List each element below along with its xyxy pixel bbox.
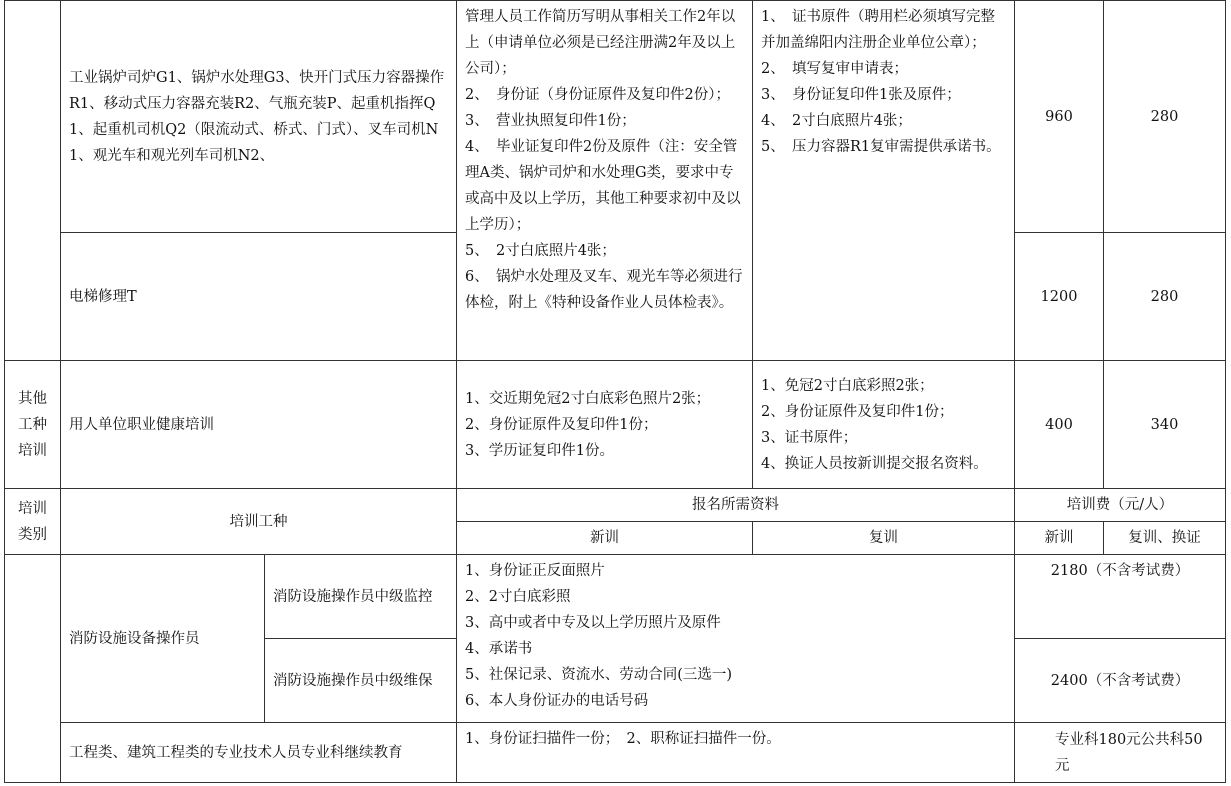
special-re-materials-cell xyxy=(753,1,1015,361)
other-re-material-item: 3、证书原件； xyxy=(761,429,858,446)
fire-monitor-cell: 消防设施操作员中级监控 xyxy=(265,555,457,639)
other-type-cell: 用人单位职业健康培训 xyxy=(61,361,457,489)
other-re-fee: 340 xyxy=(1104,361,1226,489)
special-re-material-item: 3、 身份证复印件1张及原件； xyxy=(761,87,961,103)
boiler-new-fee: 960 xyxy=(1015,1,1104,233)
other-new-fee: 400 xyxy=(1015,361,1104,489)
header-fee-re: 复训、换证 xyxy=(1104,522,1226,555)
elevator-re-fee: 280 xyxy=(1104,233,1226,361)
header-type: 培训工种 xyxy=(61,489,457,555)
special-new-material-item: 5、 2寸白底照片4张； xyxy=(465,243,616,259)
engineering-row xyxy=(5,723,1226,783)
fire-monitor-row xyxy=(5,555,1226,639)
fire-material-item: 4、承诺书 xyxy=(465,641,533,657)
fire-maintain-cell: 消防设施操作员中级维保 xyxy=(265,639,457,723)
other-new-materials-cell xyxy=(457,361,753,489)
elevator-type-cell: 电梯修理T xyxy=(61,233,457,361)
header-fee: 培训费（元/人） xyxy=(1015,489,1226,522)
special-new-material-item: 2、 身份证（身份证原件及复印件2份）； xyxy=(465,87,730,103)
fire-monitor-fee: 2180（不含考试费） xyxy=(1015,555,1226,639)
special-new-material-item: 管理人员工作简历写明从事相关工作2年以上（申请单位必须是已经注册满2年及以上公司）； xyxy=(465,9,736,77)
header-row-1 xyxy=(5,489,1226,522)
other-re-materials-cell xyxy=(753,361,1015,489)
boiler-row xyxy=(5,1,1226,233)
fire-material-item: 1、身份证正反面照片 xyxy=(465,563,605,579)
fire-materials-cell xyxy=(457,555,1015,723)
elevator-new-fee: 1200 xyxy=(1015,233,1104,361)
header-new: 新训 xyxy=(457,522,753,555)
header-re: 复训 xyxy=(753,522,1015,555)
special-new-materials-cell xyxy=(457,1,753,361)
other-re-material-item: 4、换证人员按新训提交报名资料。 xyxy=(761,455,988,472)
other-re-material-item: 1、免冠2寸白底彩照2张； xyxy=(761,377,934,394)
special-re-material-item: 4、 2寸白底照片4张； xyxy=(761,113,912,129)
other-new-material-item: 1、交近期免冠2寸白底彩色照片2张； xyxy=(465,390,711,407)
category-cell-special xyxy=(5,1,61,361)
engineering-type-cell: 工程类、建筑工程类的专业技术人员专业科继续教育 xyxy=(61,723,457,783)
special-new-material-item: 4、 毕业证复印件2份及原件（注：安全管理A类、锅炉司炉和水处理G类，要求中专或高中及以上学历，其他工种要求初中及以上学历）； xyxy=(465,139,741,233)
special-re-material-item: 1、 证书原件（聘用栏必须填写完整并加盖绵阳内注册企业单位公章）； xyxy=(761,9,995,51)
other-new-material-item: 2、身份证原件及复印件1份； xyxy=(465,416,658,433)
other-category-cell: 其他工种培训 xyxy=(5,361,61,489)
special-re-material-item: 2、 填写复审申请表； xyxy=(761,61,908,77)
fire-material-item: 5、社保记录、资流水、劳动合同(三选一) xyxy=(465,667,733,683)
header-materials: 报名所需资料 xyxy=(457,489,1015,522)
engineering-materials-cell: 1、身份证扫描件一份； 2、职称证扫描件一份。 xyxy=(457,723,1015,783)
special-new-material-item: 3、 营业执照复印件1份； xyxy=(465,113,636,129)
boiler-types-cell: 工业锅炉司炉G1、锅炉水处理G3、快开门式压力容器操作R1、移动式压力容器充装R2、气瓶充装P、起重机指挥Q1、起重机司机Q2（限流动式、桥式、门式）、叉车司机N1、观光车和观光列车司机N2、 xyxy=(61,1,457,233)
header-category: 培训类别 xyxy=(5,489,61,555)
fire-material-item: 2、2寸白底彩照 xyxy=(465,589,571,605)
boiler-re-fee: 280 xyxy=(1104,1,1226,233)
fire-material-item: 6、本人身份证办的电话号码 xyxy=(465,693,649,709)
special-new-material-item: 6、 锅炉水处理及叉车、观光车等必须进行体检，附上《特种设备作业人员体检表》。 xyxy=(465,269,743,311)
training-fee-table xyxy=(4,0,1226,783)
engineering-fee-cell: 专业科180元公共科50元 xyxy=(1015,723,1226,783)
fire-maintain-fee: 2400（不含考试费） xyxy=(1015,639,1226,723)
special-re-material-item: 5、 压力容器R1复审需提供承诺书。 xyxy=(761,139,1001,155)
other-training-row xyxy=(5,361,1226,489)
other-re-material-item: 2、身份证原件及复印件1份； xyxy=(761,403,954,420)
category-cell-fire xyxy=(5,555,61,783)
fire-group-cell: 消防设施设备操作员 xyxy=(61,555,265,723)
header-fee-new: 新训 xyxy=(1015,522,1104,555)
other-new-material-item: 3、学历证复印件1份。 xyxy=(465,442,614,459)
fire-material-item: 3、高中或者中专及以上学历照片及原件 xyxy=(465,615,721,631)
